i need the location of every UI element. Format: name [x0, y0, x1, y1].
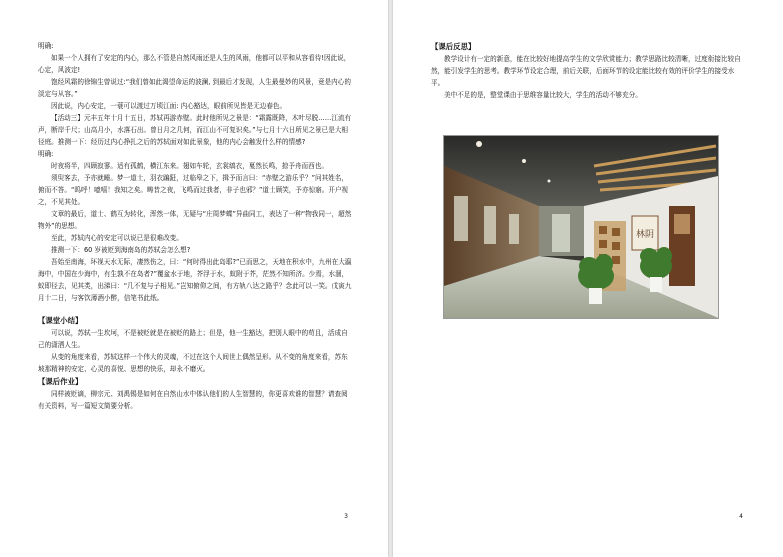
- body-paragraph: 因此说，内心安定，一蓑可以渡过万顷江面: 内心豁达，眼前所见皆是无边春色。: [51, 102, 287, 110]
- body-paragraph: 至此，苏轼内心的安定可以说已是很难改变。: [51, 234, 183, 242]
- page-4-body: [431, 40, 747, 101]
- body-paragraph: 时夜将半，四顾寂寥。适有孤鹤，横江东来。翅如车轮，玄裳缟衣，戛然长鸣，掠予舟而西也。: [51, 162, 328, 170]
- page-number: 4: [739, 513, 743, 520]
- activity-paragraph: 【活动三】元丰五年十月十五日，苏轼再游赤壁。此时他所见之景是：“霜露既降，木叶尽脱……江流有声，断岸千尺；山高月小，水落石出。曾日月之几何，而江山不可复识矣。”与七月十六日所见之景已是大相径庭。推测一下：经历过内心挣扎之后的苏轼面对如此景象，他的内心会触发什么样的情感?: [38, 114, 352, 146]
- reflection-heading: 【课后反思】: [431, 42, 476, 51]
- body-paragraph: 推测一下：60 岁被贬到海南岛的苏轼会怎么想?: [51, 246, 191, 254]
- body-paragraph: 吾始至南海，环视天水无际，凄然伤之，曰：“何时得出此岛耶?”已而思之，天地在积水中，九州在大瀛海中，中国在少海中，有生孰不在岛者?”覆盆水于地，芥浮于水，蚁附于芥，茫然不知所济。少焉，水涸，蚁即径去，见其类，出涕曰：“几不复与子相见。”岂知俯仰之间，有方轨八达之路乎？念此可以一笑。戊寅九月十二日，与客饮薄酒小醉，信笔书此纸。: [38, 258, 352, 302]
- answer-label: 明确:: [38, 150, 54, 158]
- photo-sign-label: 林阴: [635, 230, 655, 240]
- document-page-3: [0, 0, 388, 557]
- summary-paragraph: 从变的角度来看，苏轼这样一个伟大的灵魂，不过在这个人间世上偶然呈形。从不变的角度来看，苏东坡那精神的安定、心灵的喜悦、思想的快乐，却永不磨灭。: [38, 353, 348, 373]
- summary-paragraph: 可以说，苏轼一生坎坷，不是被贬就是在被贬的路上；但是，他一生豁达，把别人眼中的苟且，活成自己的潇洒人生。: [38, 329, 348, 349]
- page-3-body: [38, 40, 353, 412]
- document-page-4: [393, 0, 783, 557]
- body-paragraph: 如果一个人拥有了安定的内心，那么不管是自然风雨还是人生的风雨，他都可以平和从容看待!因此说，心定，风波定!: [38, 54, 351, 74]
- reflection-paragraph: 教学设计有一定的新意，能在比较好地提高学生的文学欣赏能力；教学思路比较清晰，过度衔接比较自然，能引发学生的思考。教学环节设定合理，前后关联，后面环节的设定能比较有效的评价学生的接受水平。: [431, 55, 741, 87]
- body-paragraph: 饱经风霜的徐锦生曾说过:“我们曾如此渴望命运的波澜, 到最后才发现，人生最曼妙的风景，竟是内心的淡定与从容。”: [38, 78, 351, 98]
- body-paragraph: 文章的最后，道士、鹤互为转化，浑然一体，无疑与“庄周梦蝶”异曲同工，表达了一种“物我同一，超然物外”的思想。: [38, 210, 352, 230]
- summary-heading: 【课堂小结】: [38, 316, 83, 325]
- homework-paragraph: 同样被贬谪，柳宗元、刘禹锡是如何在自然山水中体认他们的人生智慧的，你更喜欢谁的智慧？请查阅有关资料，写一篇短文简要分析。: [38, 390, 348, 410]
- page-number: 3: [344, 513, 348, 520]
- body-paragraph: 须臾客去，予亦就睡。梦一道士，羽衣蹁跹，过临皋之下，揖予而言曰：“赤壁之游乐乎？”问其姓名，俯而不答。“呜呼！噫嘻！我知之矣。畴昔之夜，飞鸣而过我者，非子也邪？”道士顾笑，予亦惊寤。开户视之，不见其处。: [38, 174, 349, 206]
- homework-heading: 【课后作业】: [38, 377, 83, 386]
- school-corridor-photo: [443, 135, 719, 319]
- answer-label: 明确:: [38, 42, 54, 50]
- reflection-paragraph: 美中不足的是，整堂课由于思维容量比较大，学生的活动不够充分。: [444, 91, 642, 99]
